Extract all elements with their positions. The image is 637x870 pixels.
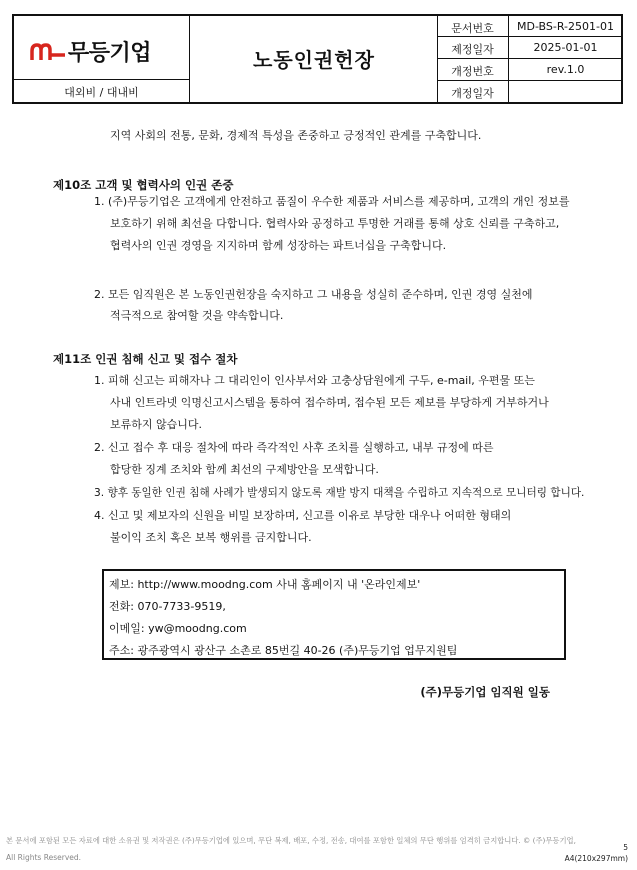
meta-label: 개정일자 <box>451 87 494 100</box>
list-item-line: 2. 모든 임직원은 본 노동인권헌장을 숙지하고 그 내용을 성실히 준수하며, 인권 경영 실천에 <box>94 288 533 301</box>
meta-label: 제정일자 <box>451 43 494 56</box>
article-10-heading: 제10조 고객 및 협력사의 인권 존중 <box>53 178 234 192</box>
list-item-line: 4. 신고 및 제보자의 신원을 비밀 보장하며, 신고를 이유로 부당한 대우나 어떠한 형태의 <box>94 509 512 522</box>
meta-value: rev.1.0 <box>546 63 585 76</box>
list-item-line: 2. 신고 접수 후 대응 절차에 따라 즉각적인 사후 조치를 실행하고, 내부 규정에 따른 <box>94 441 494 454</box>
meta-label: 문서번호 <box>451 22 494 35</box>
list-item-line: 사내 인트라넷 익명신고시스템을 통하여 접수하며, 접수된 모든 제보를 부당하게 거부하거나 <box>110 396 549 409</box>
rights-notice: All Rights Reserved. <box>6 853 82 862</box>
contact-box <box>102 569 566 660</box>
meta-label: 개정번호 <box>451 65 494 78</box>
list-item-line: 합당한 징계 조치와 함께 최선의 구제방안을 모색합니다. <box>110 463 379 476</box>
meta-value: MD-BS-R-2501-01 <box>517 20 614 33</box>
document-header <box>12 14 623 104</box>
list-item-line: 보호하기 위해 최선을 다합니다. 협력사와 공정하고 투명한 거래를 통해 상호 신뢰를 구축하고, <box>110 217 560 230</box>
phone-line: 전화: 070-7733-9519, <box>109 600 226 613</box>
list-item-line: 1. 피해 신고는 피해자나 그 대리인이 인사부서와 고충상담원에게 구두, e-mail, 우편물 또는 <box>94 374 535 387</box>
list-item-line: 불이익 조치 혹은 보복 행위를 금지합니다. <box>110 531 312 544</box>
document-title: 노동인권헌장 <box>253 48 375 72</box>
company-logo <box>30 36 151 67</box>
page-number: 5 <box>623 843 628 852</box>
header-divider <box>437 36 621 37</box>
department-label: 대외비 / 대내비 <box>64 86 139 99</box>
intro-line: 지역 사회의 전통, 문화, 경제적 특성을 존중하고 긍정적인 관계를 구축합니다. <box>110 129 482 142</box>
logo-mark-icon <box>30 41 66 63</box>
meta-value: 2025-01-01 <box>533 41 598 54</box>
header-divider <box>437 58 621 59</box>
report-channel: 제보: http://www.moodng.com 사내 홈페이지 내 '온라인제보' <box>109 578 421 591</box>
paper-size: A4(210x297mm) <box>564 854 628 863</box>
signature: (주)무등기업 임직원 일동 <box>420 685 550 699</box>
list-item-line: 보류하지 않습니다. <box>110 418 203 431</box>
list-item-line: 협력사의 인권 경영을 지지하며 함께 성장하는 파트너십을 구축합니다. <box>110 239 447 252</box>
header-divider <box>437 80 621 81</box>
list-item-line: 1. (주)무등기업은 고객에게 안전하고 품질이 우수한 제품과 서비스를 제공하며, 고객의 개인 정보를 <box>94 195 570 208</box>
header-divider <box>14 79 189 80</box>
article-11-heading: 제11조 인권 침해 신고 및 접수 절차 <box>53 352 238 366</box>
list-item-line: 3. 향후 동일한 인권 침해 사례가 발생되지 않도록 재발 방지 대책을 수립하고 지속적으로 모니터링 합니다. <box>94 487 585 499</box>
list-item-line: 적극적으로 참여할 것을 약속합니다. <box>110 309 284 322</box>
logo-text: 무등기업 <box>68 41 152 66</box>
address-line: 주소: 광주광역시 광산구 소촌로 85번길 40-26 (주)무등기업 업무지원팀 <box>109 644 458 657</box>
copyright-notice: 본 문서에 포함된 모든 자료에 대한 소유권 및 저작권은 (주)무등기업에 있으며, 무단 복제, 배포, 수정, 전송, 대여를 포함한 일체의 무단 행위를 엄격히 금지합니다. © (주)무등기업, <box>6 836 576 845</box>
email-line: 이메일: yw@moodng.com <box>109 622 247 635</box>
